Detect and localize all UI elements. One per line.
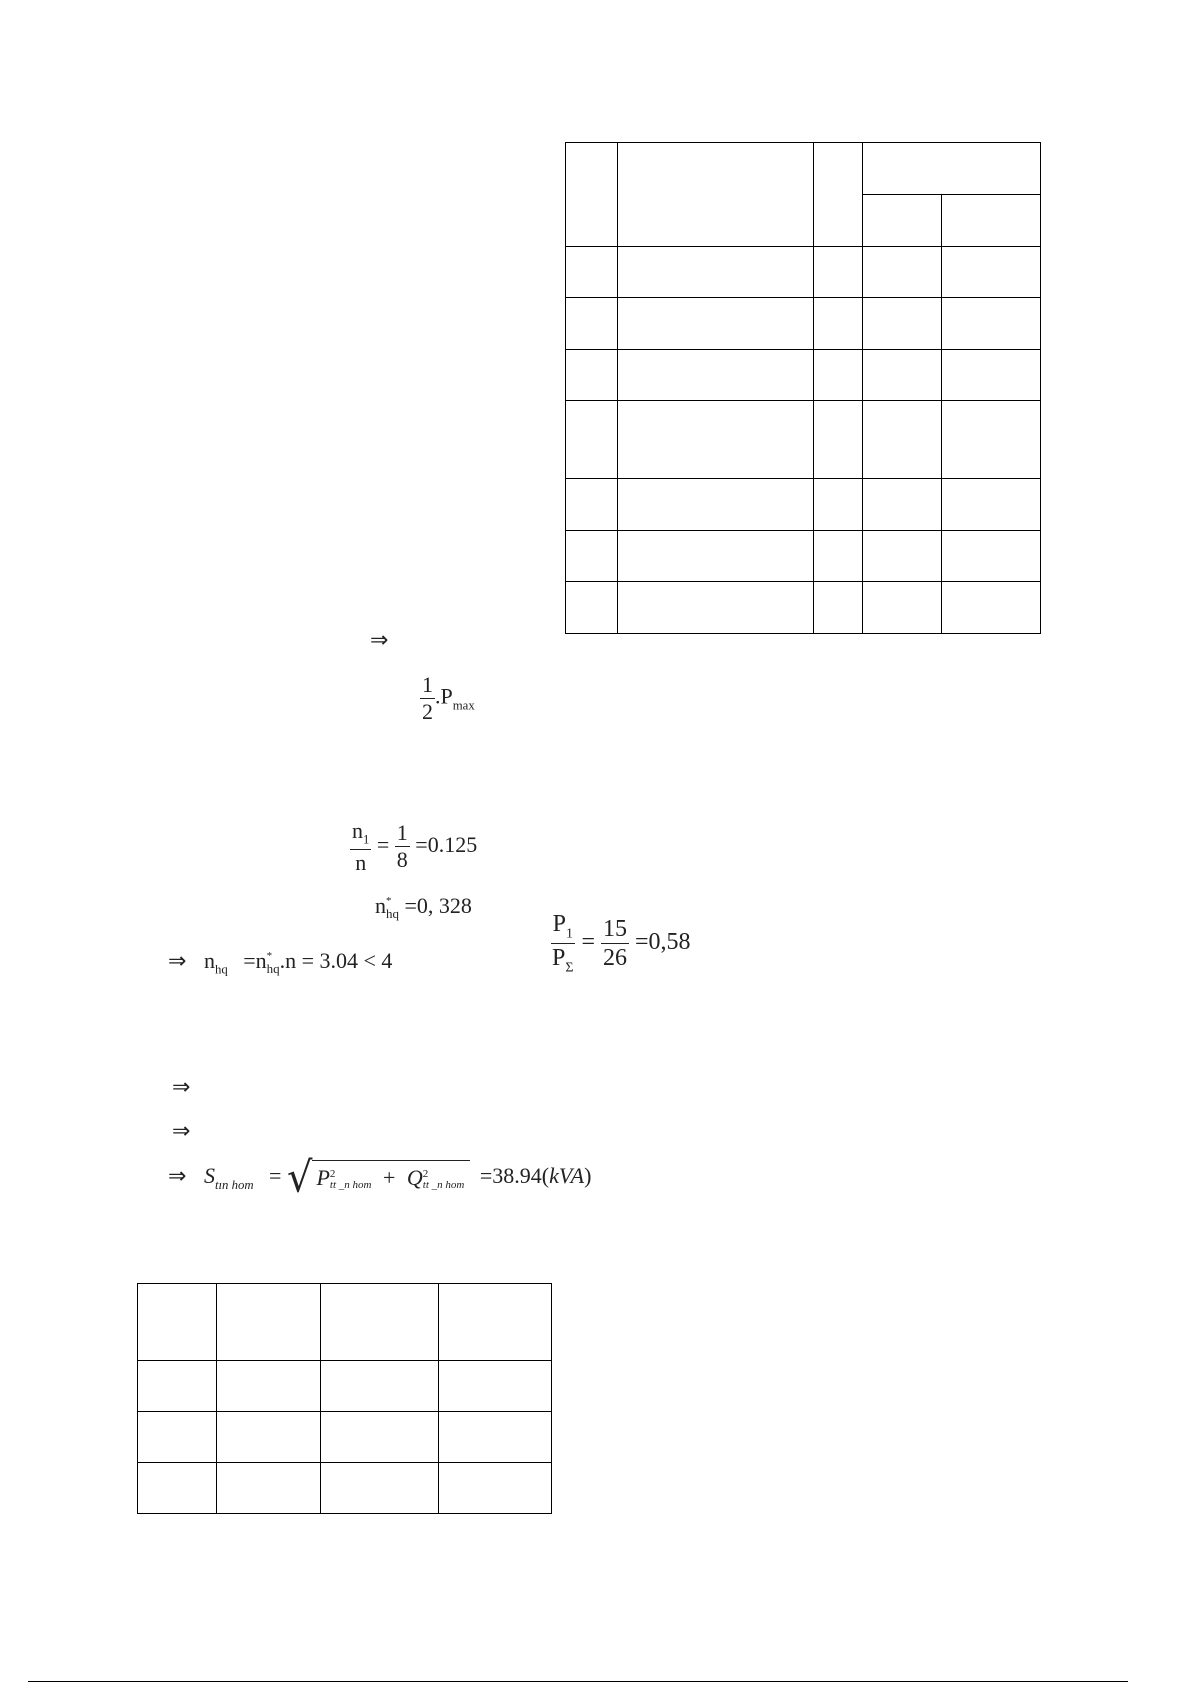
fraction bbox=[420, 674, 435, 723]
fraction bbox=[550, 912, 575, 975]
footer-rule bbox=[28, 1681, 1128, 1682]
implies-symbol: ⇒ bbox=[370, 628, 389, 653]
table-header-divider bbox=[862, 194, 1041, 195]
radicand bbox=[312, 1160, 470, 1191]
denominator: 8 bbox=[396, 847, 408, 873]
table-border bbox=[565, 142, 1041, 143]
subscript: max bbox=[452, 698, 475, 713]
subscript: 1 bbox=[565, 926, 573, 942]
denominator: n bbox=[355, 849, 367, 875]
fraction bbox=[395, 822, 410, 871]
table-border bbox=[137, 1513, 552, 1514]
table-row-divider bbox=[565, 400, 1041, 401]
n-symbol: n bbox=[203, 948, 215, 973]
table-column-divider bbox=[438, 1283, 439, 1514]
denominator: P bbox=[552, 945, 566, 972]
apparent-power-formula bbox=[168, 1153, 592, 1203]
table-row-divider bbox=[565, 246, 1041, 247]
table-row-divider bbox=[565, 581, 1041, 582]
implies-symbol: ⇒ bbox=[168, 949, 187, 974]
table-column-divider bbox=[320, 1283, 321, 1514]
result: .n = 3.04 < 4 bbox=[279, 948, 393, 973]
table-column-divider bbox=[617, 142, 618, 634]
plus: + bbox=[382, 1165, 396, 1190]
numerator: 1 bbox=[422, 672, 433, 697]
subscript: hq bbox=[386, 905, 399, 921]
table-row-divider bbox=[137, 1411, 552, 1412]
denominator: 26 bbox=[603, 945, 628, 972]
implies-symbol: ⇒ bbox=[172, 1075, 191, 1100]
numerator: 1 bbox=[396, 820, 408, 846]
equals: = bbox=[269, 1163, 282, 1189]
half-pmax-formula bbox=[420, 674, 475, 723]
table-column-divider bbox=[813, 142, 814, 634]
subscript: tın hom bbox=[214, 1177, 254, 1192]
close-paren: ) bbox=[584, 1163, 592, 1189]
subscript: tt _n hom bbox=[329, 1178, 372, 1191]
value: =0, 328 bbox=[404, 893, 472, 918]
result: =38.94( bbox=[479, 1163, 550, 1189]
table-row-divider bbox=[137, 1462, 552, 1463]
result: =0.125 bbox=[415, 831, 478, 857]
table-border bbox=[1040, 142, 1041, 634]
fraction bbox=[601, 917, 629, 970]
subscript: Σ bbox=[565, 960, 574, 976]
table-border bbox=[137, 1283, 552, 1284]
n-symbol: n bbox=[375, 893, 386, 918]
numerator: P bbox=[552, 911, 566, 937]
table-border bbox=[137, 1283, 138, 1514]
table-border bbox=[565, 142, 566, 634]
implies-symbol: ⇒ bbox=[172, 1119, 191, 1144]
q-symbol: Q bbox=[406, 1165, 423, 1190]
equipment-table bbox=[0, 0, 1192, 660]
p-ratio-formula bbox=[550, 912, 691, 975]
equals: = bbox=[376, 831, 390, 857]
superscript: * bbox=[266, 949, 273, 962]
n-hq-star-formula bbox=[375, 895, 472, 920]
table-column-divider bbox=[216, 1283, 217, 1514]
subscript: tt _n hom bbox=[422, 1178, 465, 1191]
numerator: n bbox=[352, 818, 363, 843]
p-symbol: P bbox=[316, 1165, 330, 1190]
table-row-divider bbox=[565, 349, 1041, 350]
unit: kVA bbox=[549, 1163, 585, 1189]
subscript: hq bbox=[214, 962, 228, 977]
n-ratio-formula bbox=[350, 820, 477, 874]
table-border bbox=[565, 633, 1041, 634]
subscript: 1 bbox=[363, 832, 370, 847]
fraction bbox=[350, 820, 371, 874]
table-row-divider bbox=[565, 478, 1041, 479]
s-symbol: S bbox=[203, 1163, 215, 1189]
result: =0,58 bbox=[635, 929, 691, 956]
table-row-divider bbox=[137, 1360, 552, 1361]
table-row-divider bbox=[565, 530, 1041, 531]
implies-symbol: ⇒ bbox=[168, 1164, 187, 1190]
equals-n: =n bbox=[243, 948, 267, 973]
superscript: 2 bbox=[422, 1167, 429, 1180]
n-hq-implication bbox=[168, 950, 392, 977]
radical-sign-icon: √ bbox=[286, 1153, 313, 1203]
numerator: 15 bbox=[603, 916, 628, 943]
superscript: * bbox=[386, 894, 392, 907]
square-root bbox=[286, 1153, 470, 1203]
superscript: 2 bbox=[329, 1167, 336, 1180]
equals: = bbox=[581, 929, 596, 956]
table-column-divider bbox=[862, 142, 863, 634]
p-symbol: .P bbox=[435, 683, 453, 709]
table-border bbox=[551, 1283, 552, 1514]
denominator: 2 bbox=[422, 699, 433, 724]
table-row-divider bbox=[565, 297, 1041, 298]
table-column-divider bbox=[941, 194, 942, 634]
subscript: hq bbox=[266, 960, 280, 976]
